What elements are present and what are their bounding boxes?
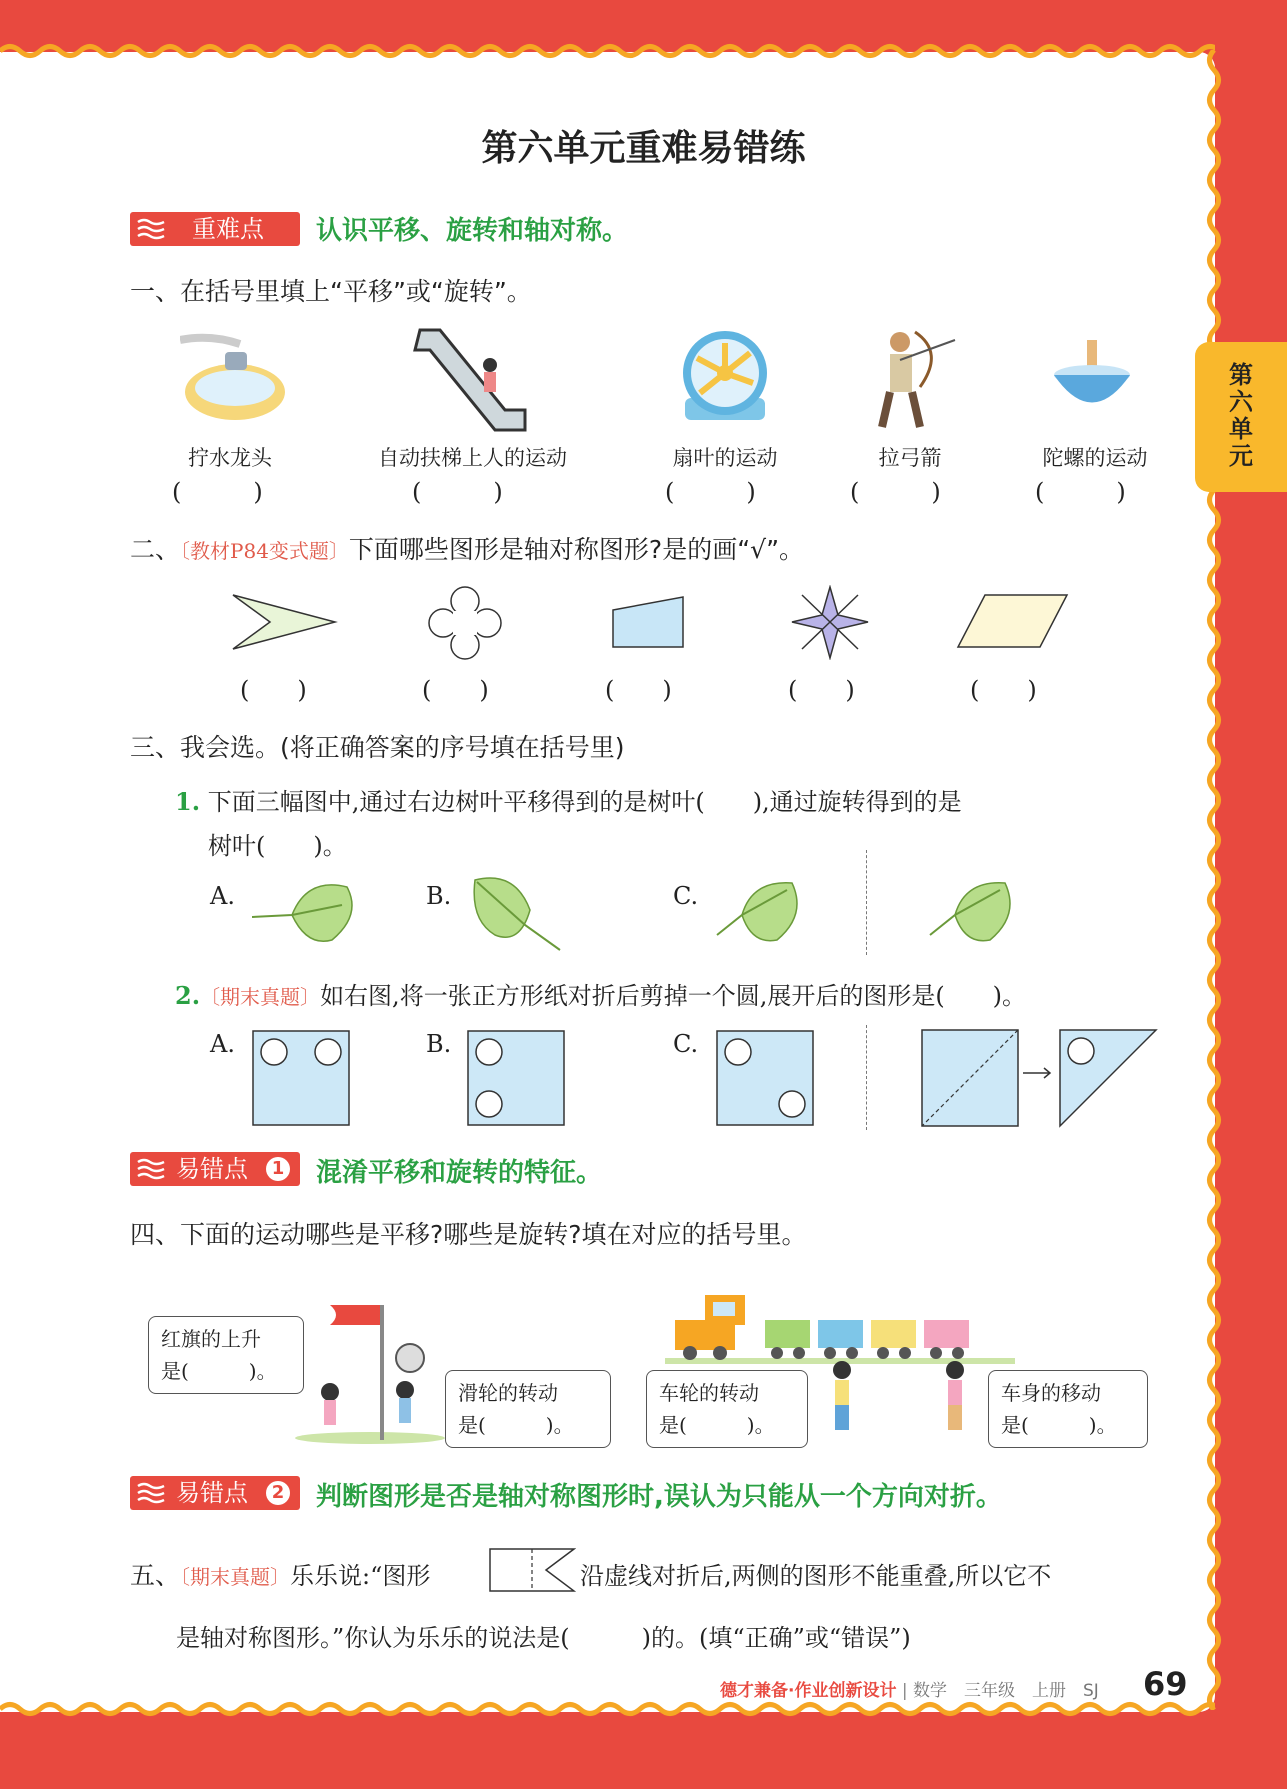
parallelogram-shape [955,592,1070,650]
unit-side-tab [1195,342,1287,492]
right-wavy-border [1205,50,1223,1710]
footer: 德才兼备·作业创新设计 | 数学 三年级 上册 SJ [720,1681,1099,1701]
speech-bubble [646,1370,808,1448]
page-title: 第六单元重难易错练 [481,128,806,169]
leaf-a-illustration [252,875,362,950]
top-wavy-border [0,42,1215,60]
q1-item-label: 拧水龙头 [188,446,272,470]
spinning-top-illustration [1050,340,1135,420]
option-a-label: A. [210,882,235,910]
error-point-2-desc: 判断图形是否是轴对称图形时,误认为只能从一个方向对折。 [316,1482,1002,1512]
error-point-badge-label: 易错点 [176,1479,248,1507]
q3-sub1-line1 [175,782,962,817]
error-point-1-badge [130,1152,300,1186]
q1-item-label: 陀螺的运动 [1042,446,1148,470]
q3-sub2-source-tag: 〔期末真题〕 [200,985,321,1009]
fold-cut-illustration [920,1028,1160,1128]
q2-answer-blank[interactable]: ( ) [605,676,672,704]
bubble-line-1: 车轮的转动 [659,1381,759,1405]
star-shape [790,585,870,660]
q5-line1 [130,1556,430,1592]
leaf-c-illustration [712,875,807,950]
q3-sub1-text: 下面三幅图中,通过右边树叶平移得到的是树叶( ),通过旋转得到的是 [207,788,962,816]
divider-dashed [866,1025,867,1130]
clover-shape [425,583,505,663]
q5-source-tag: 〔期末真题〕 [180,1565,291,1589]
option-a-label: A. [210,1030,235,1058]
q5-line2: 是轴对称图形。”你认为乐乐的说法是( )的。(填“正确”或“错误”) [176,1624,911,1652]
wave-lines-icon [136,218,168,240]
error-point-number: 1 [266,1157,290,1181]
key-point-badge-label: 重难点 [192,215,264,243]
q1-answer-blank[interactable]: ( ) [665,478,756,506]
arrow-shape [230,592,340,652]
square-option-b [467,1030,567,1128]
square-option-c [716,1030,816,1128]
q2-answer-blank[interactable]: ( ) [240,676,307,704]
q3-sub1-number: 1. [175,787,201,816]
bubble-line-1: 滑轮的转动 [458,1381,558,1405]
archer-illustration [860,322,960,437]
q1-item-label: 拉弓箭 [878,446,942,470]
q3-sub2-text: 如右图,将一张正方形纸对折后剪掉一个圆,展开后的图形是( )。 [320,982,1027,1010]
wave-lines-icon [136,1158,168,1180]
q1-prompt: 一、在括号里填上“平移”或“旋转”。 [130,277,532,306]
option-c-label: C. [673,882,699,910]
option-c-label: C. [673,1030,699,1058]
q1-answer-blank[interactable]: ( ) [1035,478,1126,506]
trapezoid-shape [608,595,688,650]
q5-prefix: 五、 [130,1561,181,1590]
q1-item-label: 自动扶梯上人的运动 [378,446,567,470]
q2-prefix: 二、 [130,535,181,564]
q2-answer-blank[interactable]: ( ) [422,676,489,704]
q1-answer-blank[interactable]: ( ) [172,478,263,506]
escalator-illustration [410,325,530,435]
unit-side-tab-label: 第六单元 [1229,361,1253,470]
speech-bubble [445,1370,611,1448]
footer-brand: 德才兼备·作业创新设计 [720,1681,897,1701]
q1-answer-blank[interactable]: ( ) [850,478,941,506]
bubble-line-1: 红旗的上升 [161,1327,261,1351]
q2-prompt-text: 下面哪些图形是轴对称图形?是的画“√”。 [348,535,805,564]
q3-prompt: 三、我会选。(将正确答案的序号填在括号里) [130,733,625,762]
flag-pole-illustration [290,1300,450,1445]
train-illustration [665,1290,1015,1370]
wave-lines-icon [136,1482,168,1504]
leaf-reference-illustration [925,875,1020,950]
q2-answer-blank[interactable]: ( ) [788,676,855,704]
error-point-number: 2 [266,1481,290,1505]
divider-dashed [866,850,867,955]
children-illustration [820,1360,970,1435]
error-point-badge-label: 易错点 [176,1155,248,1183]
error-point-2-badge [130,1476,300,1510]
key-point-badge [130,212,300,246]
bubble-answer-blank[interactable]: 是( )。 [659,1413,775,1437]
page-number: 69 [1143,1665,1188,1703]
q3-sub2-line [175,976,1026,1011]
q2-prompt [130,530,804,566]
q5-part1: 乐乐说:“图形 [290,1562,431,1590]
q1-answer-blank[interactable]: ( ) [412,478,503,506]
q5-part2: 沿虚线对折后,两侧的图形不能重叠,所以它不 [580,1562,1052,1590]
fan-illustration [675,328,775,428]
bubble-line-1: 车身的移动 [1001,1381,1101,1405]
bubble-answer-blank[interactable]: 是( )。 [458,1413,574,1437]
leaf-b-illustration [465,870,565,955]
option-b-label: B. [426,882,452,910]
q2-source-tag: 〔教材P84变式题〕 [180,539,349,563]
speech-bubble [148,1316,304,1394]
key-point-desc: 认识平移、旋转和轴对称。 [316,216,629,246]
bubble-answer-blank[interactable]: 是( )。 [161,1359,277,1383]
error-point-1-desc: 混淆平移和旋转的特征。 [316,1158,603,1188]
square-option-a [252,1030,352,1128]
q3-sub2-number: 2. [175,981,201,1010]
speech-bubble [988,1370,1148,1448]
footer-subject: 数学 三年级 上册 SJ [913,1681,1099,1701]
faucet-illustration [180,330,290,430]
q1-item-label: 扇叶的运动 [672,446,778,470]
bottom-wavy-border [0,1700,1215,1718]
q3-sub1-line2: 树叶( )。 [208,832,347,860]
bubble-answer-blank[interactable]: 是( )。 [1001,1413,1117,1437]
fold-figure-illustration [488,1547,576,1593]
q2-answer-blank[interactable]: ( ) [970,676,1037,704]
q4-prompt: 四、下面的运动哪些是平移?哪些是旋转?填在对应的括号里。 [130,1220,807,1249]
option-b-label: B. [426,1030,452,1058]
